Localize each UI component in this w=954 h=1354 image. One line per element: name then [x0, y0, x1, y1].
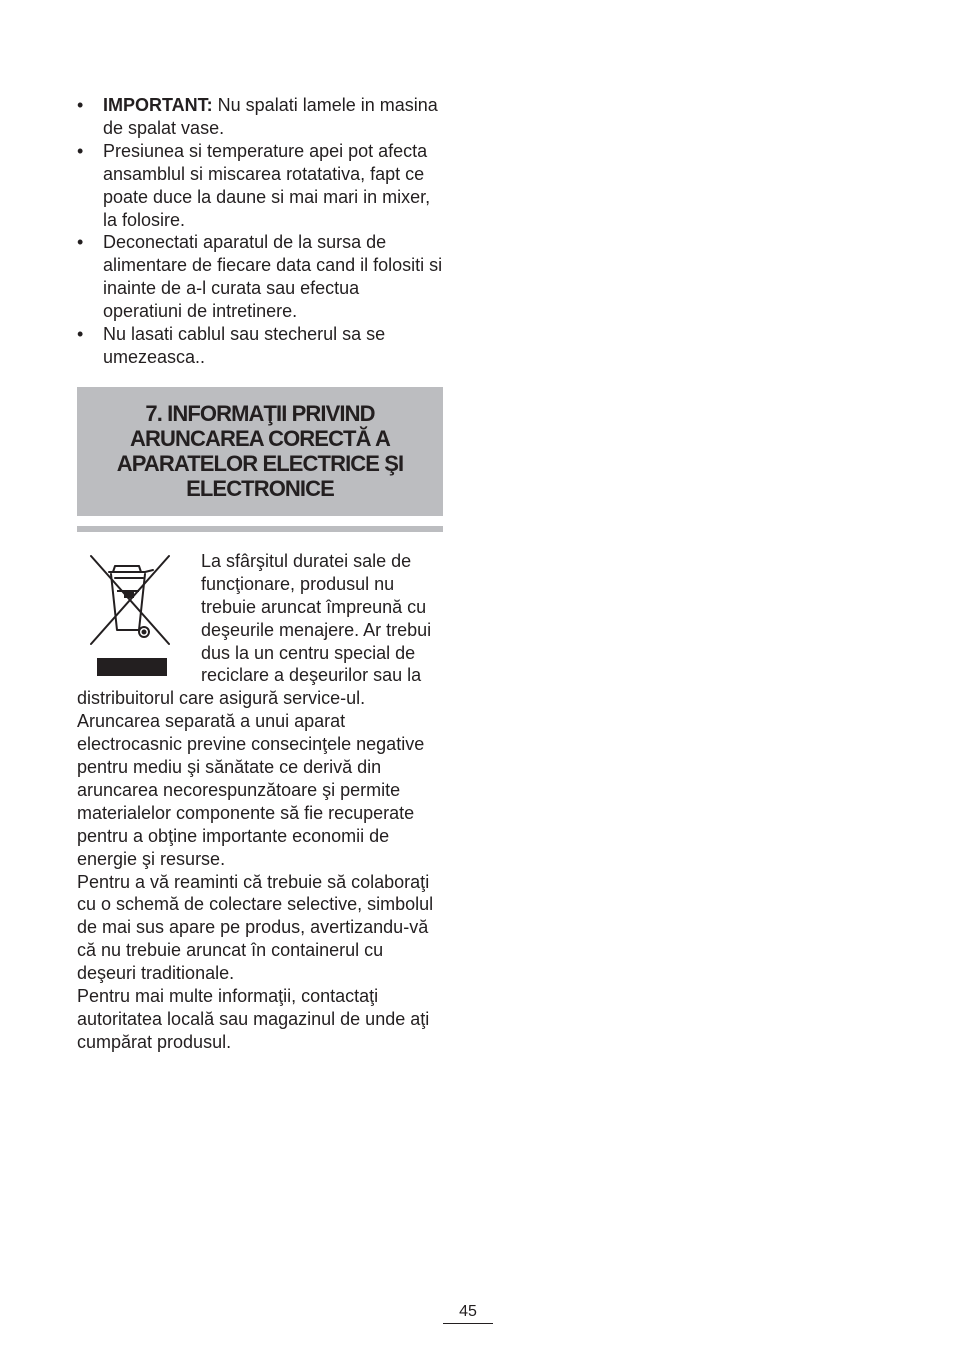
weee-section [77, 550, 443, 1054]
list-item [77, 231, 443, 323]
section-heading: 7. INFORMAŢII PRIVIND ARUNCAREA CORECTĂ A APARATELOR ELECTRICE ŞI ELECTRONICE [116, 401, 404, 502]
disposal-paragraph: La sfârşitul duratei sale de funcţionare, produsul nu trebuie aruncat împreună cu deşeurile menajere. Ar trebui dus la un centru special de reciclare a deşeurilor sau la distribuitorul care asigură service-ul. [77, 550, 432, 709]
list-item [77, 140, 443, 232]
crossed-out-wheelie-bin-icon [77, 550, 191, 680]
bullet-dot: • [77, 232, 84, 253]
page-number: 45 [443, 1302, 493, 1324]
disposal-paragraph: Pentru mai multe informaţii, contactaţi autoritatea locală sau magazinul de unde aţi cumpărat produsul. [77, 986, 430, 1052]
bullet-text: Presiunea si temperature apei pot afecta ansamblul si miscarea rotatativa, fapt ce poate duce la daune si mai mari in mixer, la folosire. [103, 140, 431, 230]
important-label: IMPORTANT: [103, 95, 213, 115]
disposal-paragraph: Aruncarea separată a unui aparat electrocasnic previne consecinţele negative pentru mediu şi sănătate ce derivă din aruncarea necorespunzătoare şi permite materialelor componente să fie recuperate pentru a obţine importante economii de energie şi resurse. [77, 711, 425, 869]
page-column [77, 94, 443, 1054]
disposal-paragraph: Pentru a vă reaminti că trebuie să colaboraţi cu o schemă de colectare selective, simbolul de mai sus apare pe produs, avertizandu-vă că nu trebuie aruncat în containerul cu deşeuri traditionale. [77, 871, 434, 984]
bullet-dot: • [77, 95, 84, 115]
bullet-text: Nu spalati lamele in masina de spalat vase. [103, 95, 438, 138]
bullet-text: Deconectati aparatul de la sursa de alimentare de fiecare data cand il folositi si inainte de a-l curata sau efectua operatiuni de intretinere. [103, 232, 443, 322]
list-item [77, 323, 443, 369]
bullet-dot: • [77, 140, 84, 161]
list-item [77, 94, 443, 140]
maintenance-bullet-list [77, 94, 443, 369]
section-heading-box [77, 387, 443, 516]
bullet-text: Nu lasati cablul sau stecherul sa se umezeasca.. [103, 324, 386, 367]
bullet-dot: • [77, 324, 84, 345]
section-divider [77, 526, 443, 532]
